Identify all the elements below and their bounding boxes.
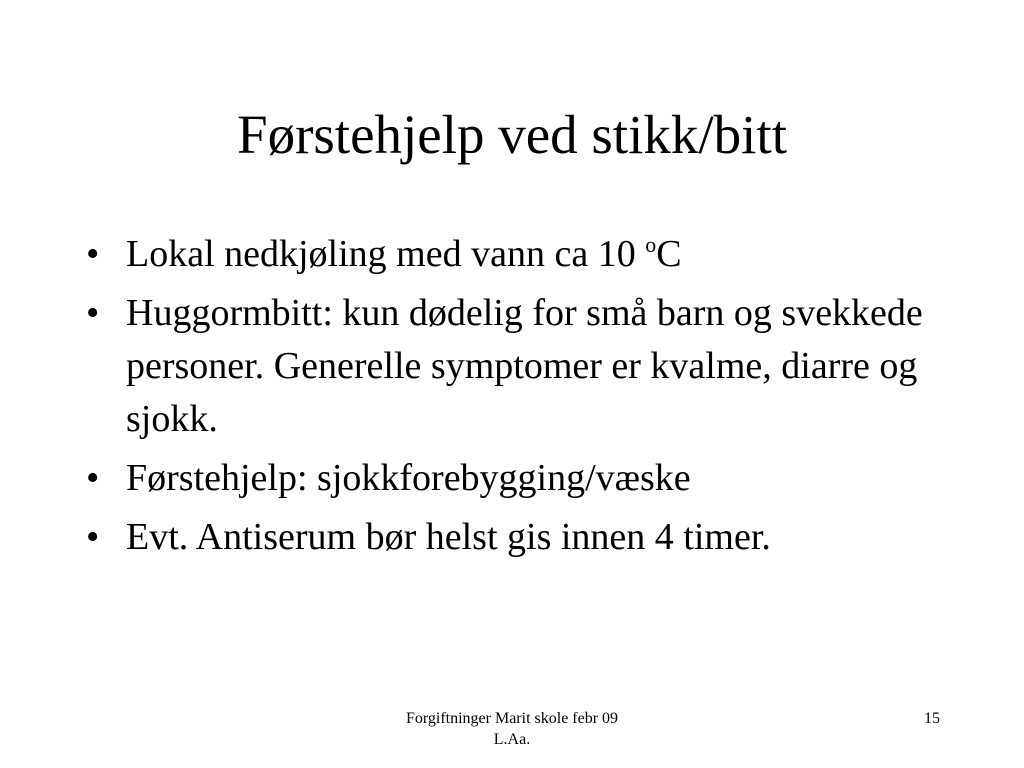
bullet-item-viper-bite	[86, 287, 966, 446]
footer-line-2: L.Aa.	[493, 731, 531, 748]
bullet-item-cooling	[86, 228, 966, 281]
bullet-text: Huggormbitt: kun dødelig for små barn og svekkede personer. Generelle symptomer er kvalme, diarre og sjokk.	[126, 292, 923, 440]
bullet-item-antiserum	[86, 511, 966, 564]
bullet-text-main: Lokal nedkjøling med vann ca 10	[126, 233, 646, 275]
bullet-marker: •	[86, 233, 100, 275]
bullet-text-unit: C	[656, 233, 682, 275]
bullet-text: Førstehjelp: sjokkforebygging/væske	[126, 457, 691, 499]
bullet-marker: •	[86, 292, 100, 334]
bullet-marker: •	[86, 516, 100, 558]
bullet-list	[86, 228, 966, 570]
page-number: 15	[924, 710, 940, 727]
bullet-item-first-aid	[86, 452, 966, 505]
footer-line-1: Forgiftninger Marit skole febr 09	[405, 710, 619, 727]
bullet-text	[126, 233, 682, 275]
degree-superscript: o	[645, 232, 657, 257]
slide-title: Førstehjelp ved stikk/bitt	[237, 104, 787, 165]
bullet-marker: •	[86, 457, 100, 499]
bullet-text: Evt. Antiserum bør helst gis innen 4 timer.	[126, 516, 771, 558]
slide-footer	[362, 708, 662, 750]
